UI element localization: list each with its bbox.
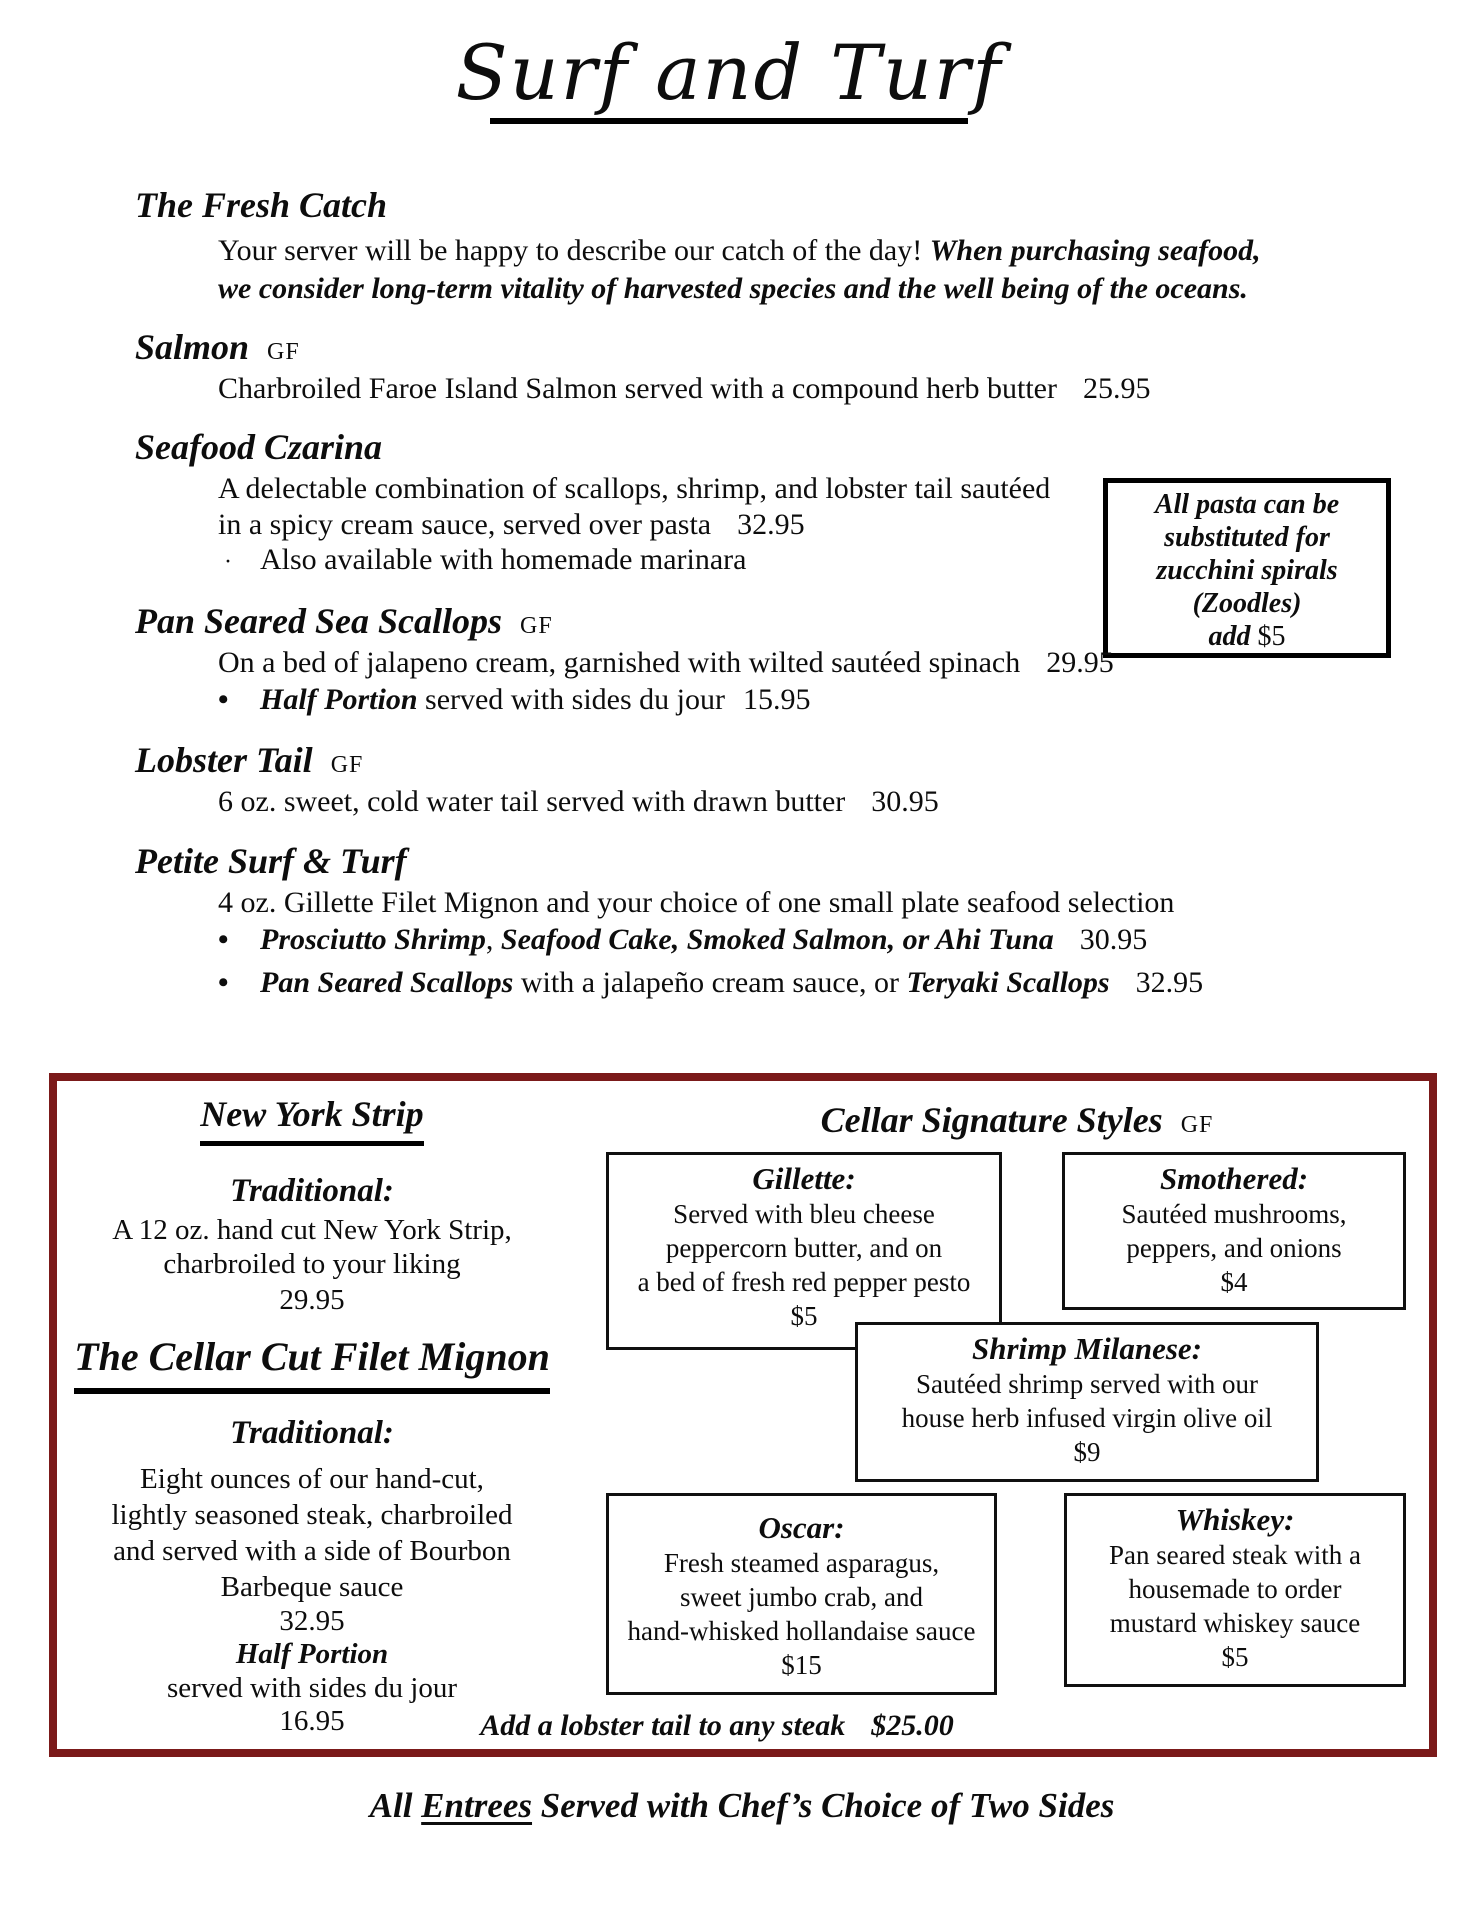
smothered-price: $4 [1220,1267,1248,1297]
czarina-desc-line2-text: in a spicy cream sauce, served over pasta [218,508,712,541]
signature-box-oscar [606,1493,997,1695]
petite-bullet1-line [218,921,1147,959]
gillette-line2: peppercorn butter, and on [665,1233,943,1263]
lobster-price: 30.95 [871,785,939,818]
smothered-line2: peppers, and onions [1126,1233,1342,1263]
ny-strip-title: New York Strip [200,1093,423,1146]
menu-title-wrap [0,28,1458,117]
add-lobster-label: Add a lobster tail to any steak [480,1709,846,1742]
item-lobster-heading [135,739,363,781]
petite-bullet1-price: 30.95 [1079,923,1148,956]
footer-entrees-underlined: Entrees [421,1786,533,1825]
filet-half-desc: served with sides du jour [167,1672,457,1704]
oscar-line3: hand-whisked hollandaise sauce [627,1616,976,1646]
czarina-desc-line1: A delectable combination of scallops, shrimp, and lobster tail sautéed [218,472,1051,505]
gillette-price: $5 [790,1301,818,1331]
signature-styles-gf-badge: GF [1180,1112,1214,1138]
item-lobster-name: Lobster Tail [135,740,313,780]
fresh-catch-line1-bold: When purchasing seafood, [929,234,1261,267]
whiskey-line3: mustard whiskey sauce [1109,1608,1361,1638]
signature-styles-heading: Cellar Signature Styles [820,1100,1163,1140]
gillette-line3: a bed of fresh red pepper pesto [637,1267,971,1297]
shrimp-milanese-line2: house herb infused virgin olive oil [901,1403,1273,1433]
add-lobster-price: $25.00 [871,1709,954,1742]
signature-styles-heading-wrap [757,1099,1277,1141]
signature-box-shrimp-milanese [855,1322,1319,1482]
pasta-note-add-price: $5 [1257,621,1286,652]
ny-strip-style-label: Traditional: [230,1173,394,1209]
shrimp-milanese-title: Shrimp Milanese: [972,1331,1202,1366]
salmon-price: 25.95 [1082,372,1151,405]
filet-style-label: Traditional: [230,1415,394,1451]
filet-title: The Cellar Cut Filet Mignon [74,1333,550,1394]
salmon-desc-text: Charbroiled Faroe Island Salmon served with a compound herb butter [218,372,1057,405]
filet-price: 32.95 [279,1605,345,1637]
title-underline [490,118,968,124]
footer-note [0,1786,1484,1826]
signature-box-smothered [1062,1152,1406,1310]
salmon-gf-badge: GF [267,339,300,365]
petite-bullet2-mid: with a jalapeño cream sauce, or [513,966,907,999]
czarina-bullet-line [224,541,747,581]
scallops-bullet-price: 15.95 [742,683,811,716]
filet-half-price: 16.95 [279,1705,345,1737]
ny-strip-desc-line2: charbroiled to your liking [163,1248,461,1280]
gillette-line1: Served with bleu cheese [673,1199,935,1229]
scallops-bullet-line [218,681,810,719]
item-petite-heading: Petite Surf & Turf [135,841,407,881]
pasta-note-add-line [1108,620,1386,653]
petite-bullet2-bold1: Pan Seared Scallops [260,966,514,999]
filet-title-wrap [57,1333,567,1394]
bullet-icon [218,964,260,1002]
item-salmon-heading [135,326,300,368]
petite-bullet1-bold1: Prosciutto Shrimp [260,923,486,956]
menu-title: Surf and Turf [455,28,1003,117]
whiskey-price: $5 [1221,1642,1249,1672]
whiskey-line1: Pan seared steak with a [1109,1540,1361,1570]
petite-bullet1-bold2: Seafood Cake, Smoked Salmon, or Ahi Tuna [500,923,1054,956]
signature-box-gillette [606,1152,1002,1350]
item-scallops-name: Pan Seared Sea Scallops [135,601,503,641]
petite-desc: 4 oz. Gillette Filet Mignon and your choice of one small plate seafood selection [218,886,1175,919]
czarina-bullet-text: Also available with homemade marinara [260,543,747,576]
bullet-icon [218,921,260,959]
shrimp-milanese-line1: Sautéed shrimp served with our [916,1369,1258,1399]
small-bullet-icon [224,543,260,581]
signature-box-whiskey [1064,1493,1406,1687]
czarina-price: 32.95 [737,508,805,541]
scallops-bullet-rest: served with sides du jour [417,683,725,716]
item-scallops-heading [135,600,553,642]
pasta-note-line3: zucchini spirals [1156,555,1338,586]
petite-bullet2-line [218,964,1203,1002]
gillette-title: Gillette: [752,1161,856,1196]
ny-strip-price: 29.95 [279,1284,345,1316]
whiskey-title: Whiskey: [1175,1502,1295,1537]
oscar-line1: Fresh steamed asparagus, [663,1548,940,1578]
oscar-price: $15 [781,1650,822,1680]
pasta-note-line1: All pasta can be [1154,489,1340,520]
petite-bullet1-sep: , [485,923,501,956]
steak-section-box [49,1073,1437,1757]
item-salmon-name: Salmon [135,327,250,367]
oscar-title: Oscar: [758,1510,845,1545]
pasta-note-line2: substituted for [1164,522,1330,553]
filet-desc-line2: lightly seasoned steak, charbroiled [111,1499,513,1531]
scallops-bullet-bold: Half Portion [260,683,418,716]
whiskey-line2: housemade to order [1128,1574,1342,1604]
scallops-desc-text: On a bed of jalapeno cream, garnished with wilted sautéed spinach [218,646,1021,679]
smothered-line1: Sautéed mushrooms, [1121,1199,1347,1229]
fresh-catch-line1-regular: Your server will be happy to describe our catch of the day! [218,234,930,267]
item-czarina-heading: Seafood Czarina [135,427,383,467]
filet-desc-line4: Barbeque sauce [220,1571,404,1603]
pasta-substitution-note [1103,478,1391,658]
ny-strip-desc-line1: A 12 oz. hand cut New York Strip, [112,1214,512,1246]
scallops-desc [218,644,1114,682]
filet-half-label: Half Portion [235,1638,389,1670]
fresh-catch-line1 [218,232,1261,270]
shrimp-milanese-price: $9 [1073,1437,1101,1467]
ny-strip-title-wrap [112,1093,512,1146]
lobster-desc-text: 6 oz. sweet, cold water tail served with drawn butter [218,785,846,818]
petite-bullet2-bold2: Teryaki Scallops [906,966,1110,999]
pasta-note-line4: (Zoodles) [1192,588,1302,619]
filet-desc-line3: and served with a side of Bourbon [113,1535,511,1567]
czarina-desc-line2 [218,506,805,544]
pasta-note-add-label: add [1208,621,1258,652]
footer-prefix: All [369,1786,422,1825]
fresh-catch-line2: we consider long-term vitality of harvested species and the well being of the oceans. [218,272,1248,305]
item-salmon-desc [218,370,1150,408]
scallops-gf-badge: GF [520,613,553,639]
smothered-title: Smothered: [1159,1161,1309,1196]
bullet-icon [218,681,260,719]
petite-bullet2-price: 32.95 [1135,966,1204,999]
lobster-gf-badge: GF [330,752,364,778]
section-fresh-catch-heading: The Fresh Catch [135,185,388,225]
lobster-desc [218,783,939,821]
scallops-price: 29.95 [1046,646,1114,679]
oscar-line2: sweet jumbo crab, and [680,1582,923,1612]
filet-desc-line1: Eight ounces of our hand-cut, [140,1463,484,1495]
add-lobster-line [407,1709,1027,1743]
footer-suffix: Served with Chef’s Choice of Two Sides [532,1786,1115,1825]
